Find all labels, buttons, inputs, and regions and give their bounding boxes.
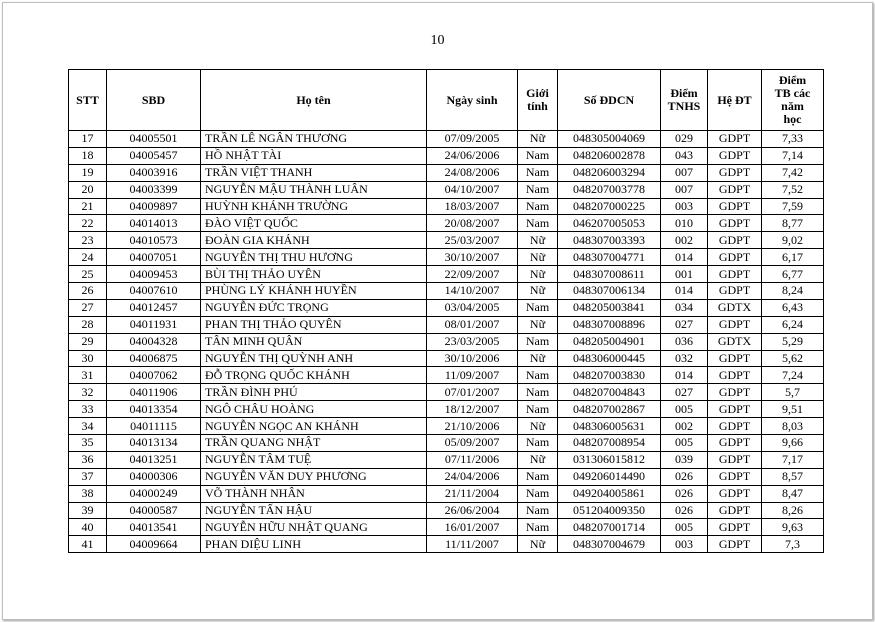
table-row (69, 147, 824, 164)
cell-ngay-sinh: 08/01/2007 (427, 316, 518, 333)
cell-so-ddcn: 048207003830 (558, 367, 661, 384)
table-row (69, 350, 824, 367)
cell-diem-tb: 7,14 (762, 147, 824, 164)
table-row (69, 502, 824, 519)
cell-sbd: 04009664 (107, 536, 201, 553)
cell-ho-ten: ĐỖ TRỌNG QUỐC KHÁNH (201, 367, 427, 384)
cell-stt: 32 (69, 384, 107, 401)
header-diem-tnhs-line1: Điểm (670, 86, 698, 100)
cell-ho-ten: VÕ THÀNH NHÂN (201, 485, 427, 502)
cell-stt: 20 (69, 181, 107, 198)
cell-ho-ten: TRẦN LÊ NGÂN THƯƠNG (201, 131, 427, 148)
cell-so-ddcn: 048306005631 (558, 418, 661, 435)
table-row (69, 418, 824, 435)
cell-he-dt: GDPT (708, 367, 762, 384)
cell-sbd: 04007062 (107, 367, 201, 384)
cell-diem-tb: 6,43 (762, 299, 824, 316)
cell-diem-tnhs: 010 (661, 215, 708, 232)
cell-so-ddcn: 048207000225 (558, 198, 661, 215)
cell-ngay-sinh: 21/10/2006 (427, 418, 518, 435)
cell-ngay-sinh: 07/11/2006 (427, 451, 518, 468)
cell-stt: 25 (69, 266, 107, 283)
table-row (69, 435, 824, 452)
cell-ho-ten: TRẦN ĐÌNH PHÚ (201, 384, 427, 401)
header-gioi-tinh-line2: tính (527, 99, 548, 113)
cell-gioi-tinh: Nữ (518, 249, 558, 266)
cell-so-ddcn: 048205003841 (558, 299, 661, 316)
cell-stt: 33 (69, 401, 107, 418)
cell-diem-tb: 5,62 (762, 350, 824, 367)
cell-diem-tnhs: 026 (661, 468, 708, 485)
cell-sbd: 04011931 (107, 316, 201, 333)
cell-diem-tb: 7,17 (762, 451, 824, 468)
header-gioi-tinh-line1: Giới (526, 86, 549, 100)
cell-diem-tnhs: 034 (661, 299, 708, 316)
cell-diem-tb: 7,52 (762, 181, 824, 198)
cell-ho-ten: NGUYỄN THỊ THU HƯƠNG (201, 249, 427, 266)
cell-stt: 41 (69, 536, 107, 553)
cell-he-dt: GDPT (708, 485, 762, 502)
cell-ho-ten: NGUYỄN NGỌC AN KHÁNH (201, 418, 427, 435)
cell-diem-tb: 8,77 (762, 215, 824, 232)
cell-so-ddcn: 048207003778 (558, 181, 661, 198)
cell-ho-ten: NGÔ CHÂU HOÀNG (201, 401, 427, 418)
cell-ho-ten: NGUYỄN MẬU THÀNH LUÂN (201, 181, 427, 198)
cell-ho-ten: ĐOÀN GIA KHÁNH (201, 232, 427, 249)
cell-sbd: 04013541 (107, 519, 201, 536)
cell-diem-tb: 7,42 (762, 164, 824, 181)
cell-stt: 19 (69, 164, 107, 181)
cell-gioi-tinh: Nam (518, 198, 558, 215)
cell-diem-tnhs: 005 (661, 519, 708, 536)
cell-sbd: 04009453 (107, 266, 201, 283)
cell-he-dt: GDPT (708, 401, 762, 418)
cell-diem-tb: 5,7 (762, 384, 824, 401)
cell-ho-ten: PHAN DIỆU LINH (201, 536, 427, 553)
cell-diem-tnhs: 039 (661, 451, 708, 468)
cell-sbd: 04000306 (107, 468, 201, 485)
cell-gioi-tinh: Nữ (518, 283, 558, 300)
cell-he-dt: GDPT (708, 502, 762, 519)
student-table (68, 69, 824, 553)
cell-gioi-tinh: Nam (518, 333, 558, 350)
cell-gioi-tinh: Nam (518, 367, 558, 384)
table-row (69, 164, 824, 181)
cell-ngay-sinh: 16/01/2007 (427, 519, 518, 536)
table-row (69, 333, 824, 350)
cell-gioi-tinh: Nam (518, 181, 558, 198)
table-row (69, 316, 824, 333)
cell-diem-tnhs: 014 (661, 283, 708, 300)
cell-diem-tnhs: 032 (661, 350, 708, 367)
table-body (69, 131, 824, 553)
cell-he-dt: GDPT (708, 164, 762, 181)
cell-ngay-sinh: 11/11/2007 (427, 536, 518, 553)
table-row (69, 384, 824, 401)
cell-so-ddcn: 051204009350 (558, 502, 661, 519)
cell-ngay-sinh: 23/03/2005 (427, 333, 518, 350)
cell-he-dt: GDPT (708, 249, 762, 266)
cell-so-ddcn: 048307008896 (558, 316, 661, 333)
cell-sbd: 04003916 (107, 164, 201, 181)
cell-gioi-tinh: Nam (518, 401, 558, 418)
table-row (69, 485, 824, 502)
cell-he-dt: GDPT (708, 215, 762, 232)
cell-sbd: 04011906 (107, 384, 201, 401)
cell-ho-ten: NGUYỄN TÂM TUỆ (201, 451, 427, 468)
table-row (69, 367, 824, 384)
cell-he-dt: GDPT (708, 316, 762, 333)
cell-so-ddcn: 048207002867 (558, 401, 661, 418)
cell-ngay-sinh: 05/09/2007 (427, 435, 518, 452)
cell-so-ddcn: 048307003393 (558, 232, 661, 249)
cell-gioi-tinh: Nam (518, 435, 558, 452)
cell-ho-ten: NGUYỄN HỮU NHẬT QUANG (201, 519, 427, 536)
cell-stt: 26 (69, 283, 107, 300)
cell-sbd: 04009897 (107, 198, 201, 215)
cell-diem-tnhs: 026 (661, 485, 708, 502)
cell-so-ddcn: 048307008611 (558, 266, 661, 283)
cell-so-ddcn: 048307004679 (558, 536, 661, 553)
cell-diem-tnhs: 027 (661, 316, 708, 333)
cell-ngay-sinh: 25/03/2007 (427, 232, 518, 249)
cell-gioi-tinh: Nam (518, 147, 558, 164)
cell-he-dt: GDPT (708, 468, 762, 485)
cell-ngay-sinh: 24/04/2006 (427, 468, 518, 485)
cell-diem-tb: 7,59 (762, 198, 824, 215)
cell-stt: 17 (69, 131, 107, 148)
cell-gioi-tinh: Nữ (518, 536, 558, 553)
header-he-dt: Hệ ĐT (708, 70, 762, 131)
cell-gioi-tinh: Nữ (518, 232, 558, 249)
cell-diem-tb: 7,3 (762, 536, 824, 553)
cell-stt: 31 (69, 367, 107, 384)
cell-diem-tb: 7,24 (762, 367, 824, 384)
cell-ngay-sinh: 24/08/2006 (427, 164, 518, 181)
cell-gioi-tinh: Nữ (518, 350, 558, 367)
cell-he-dt: GDTX (708, 333, 762, 350)
cell-so-ddcn: 048306000445 (558, 350, 661, 367)
cell-so-ddcn: 046207005053 (558, 215, 661, 232)
cell-gioi-tinh: Nam (518, 468, 558, 485)
cell-gioi-tinh: Nam (518, 519, 558, 536)
header-ho-ten: Họ tên (201, 70, 427, 131)
table-row (69, 451, 824, 468)
cell-sbd: 04014013 (107, 215, 201, 232)
cell-stt: 40 (69, 519, 107, 536)
cell-so-ddcn: 048205004901 (558, 333, 661, 350)
cell-ho-ten: HUỲNH KHÁNH TRƯỜNG (201, 198, 427, 215)
cell-sbd: 04013354 (107, 401, 201, 418)
cell-diem-tnhs: 043 (661, 147, 708, 164)
cell-stt: 24 (69, 249, 107, 266)
cell-stt: 23 (69, 232, 107, 249)
cell-gioi-tinh: Nam (518, 384, 558, 401)
cell-diem-tnhs: 005 (661, 435, 708, 452)
cell-stt: 36 (69, 451, 107, 468)
cell-diem-tnhs: 026 (661, 502, 708, 519)
cell-diem-tb: 8,24 (762, 283, 824, 300)
cell-stt: 22 (69, 215, 107, 232)
header-diem-tb-line3: năm (781, 99, 804, 113)
cell-he-dt: GDPT (708, 266, 762, 283)
cell-he-dt: GDPT (708, 283, 762, 300)
header-so-ddcn: Số ĐDCN (558, 70, 661, 131)
cell-sbd: 04000249 (107, 485, 201, 502)
cell-sbd: 04005457 (107, 147, 201, 164)
cell-stt: 37 (69, 468, 107, 485)
cell-ho-ten: NGUYỄN ĐỨC TRỌNG (201, 299, 427, 316)
cell-sbd: 04000587 (107, 502, 201, 519)
cell-diem-tb: 8,03 (762, 418, 824, 435)
cell-sbd: 04007610 (107, 283, 201, 300)
cell-sbd: 04011115 (107, 418, 201, 435)
cell-gioi-tinh: Nam (518, 485, 558, 502)
cell-diem-tb: 8,47 (762, 485, 824, 502)
cell-so-ddcn: 048207001714 (558, 519, 661, 536)
cell-sbd: 04013251 (107, 451, 201, 468)
cell-diem-tb: 9,66 (762, 435, 824, 452)
cell-sbd: 04004328 (107, 333, 201, 350)
cell-gioi-tinh: Nữ (518, 451, 558, 468)
cell-diem-tnhs: 002 (661, 418, 708, 435)
cell-diem-tnhs: 014 (661, 367, 708, 384)
header-diem-tb-line4: học (783, 112, 802, 126)
table-row (69, 131, 824, 148)
cell-ngay-sinh: 22/09/2007 (427, 266, 518, 283)
cell-diem-tnhs: 005 (661, 401, 708, 418)
cell-sbd: 04013134 (107, 435, 201, 452)
cell-he-dt: GDPT (708, 519, 762, 536)
cell-ngay-sinh: 26/06/2004 (427, 502, 518, 519)
cell-ngay-sinh: 14/10/2007 (427, 283, 518, 300)
cell-ngay-sinh: 30/10/2007 (427, 249, 518, 266)
cell-ngay-sinh: 04/10/2007 (427, 181, 518, 198)
cell-ho-ten: TÂN MINH QUÂN (201, 333, 427, 350)
cell-diem-tb: 8,57 (762, 468, 824, 485)
cell-diem-tb: 6,17 (762, 249, 824, 266)
cell-so-ddcn: 049204005861 (558, 485, 661, 502)
cell-gioi-tinh: Nam (518, 502, 558, 519)
cell-ho-ten: ĐÀO VIỆT QUỐC (201, 215, 427, 232)
table-row (69, 232, 824, 249)
cell-ngay-sinh: 30/10/2006 (427, 350, 518, 367)
cell-so-ddcn: 048207008954 (558, 435, 661, 452)
cell-ho-ten: NGUYỄN VĂN DUY PHƯƠNG (201, 468, 427, 485)
cell-so-ddcn: 049206014490 (558, 468, 661, 485)
table-row (69, 198, 824, 215)
cell-ngay-sinh: 21/11/2004 (427, 485, 518, 502)
cell-so-ddcn: 048305004069 (558, 131, 661, 148)
cell-gioi-tinh: Nữ (518, 316, 558, 333)
cell-diem-tnhs: 001 (661, 266, 708, 283)
cell-gioi-tinh: Nam (518, 215, 558, 232)
cell-he-dt: GDPT (708, 198, 762, 215)
cell-gioi-tinh: Nữ (518, 266, 558, 283)
cell-ho-ten: PHAN THỊ THẢO QUYÊN (201, 316, 427, 333)
cell-ho-ten: HỒ NHẬT TÀI (201, 147, 427, 164)
cell-diem-tb: 5,29 (762, 333, 824, 350)
cell-diem-tb: 6,77 (762, 266, 824, 283)
cell-gioi-tinh: Nam (518, 299, 558, 316)
cell-gioi-tinh: Nữ (518, 131, 558, 148)
cell-ngay-sinh: 20/08/2007 (427, 215, 518, 232)
header-diem-tnhs (661, 70, 708, 131)
cell-stt: 27 (69, 299, 107, 316)
cell-diem-tb: 8,26 (762, 502, 824, 519)
header-diem-tb (762, 70, 824, 131)
cell-he-dt: GDPT (708, 232, 762, 249)
cell-ho-ten: NGUYỄN THỊ QUỲNH ANH (201, 350, 427, 367)
cell-he-dt: GDPT (708, 131, 762, 148)
cell-stt: 18 (69, 147, 107, 164)
header-gioi-tinh (518, 70, 558, 131)
cell-so-ddcn: 048206002878 (558, 147, 661, 164)
cell-ngay-sinh: 03/04/2005 (427, 299, 518, 316)
cell-diem-tnhs: 007 (661, 181, 708, 198)
header-ngay-sinh: Ngày sinh (427, 70, 518, 131)
cell-stt: 28 (69, 316, 107, 333)
cell-ngay-sinh: 07/09/2005 (427, 131, 518, 148)
cell-ngay-sinh: 07/01/2007 (427, 384, 518, 401)
cell-so-ddcn: 048307006134 (558, 283, 661, 300)
cell-stt: 29 (69, 333, 107, 350)
cell-ngay-sinh: 18/12/2007 (427, 401, 518, 418)
table-row (69, 266, 824, 283)
table-row (69, 249, 824, 266)
table-header-row (69, 70, 824, 131)
cell-diem-tnhs: 007 (661, 164, 708, 181)
cell-he-dt: GDPT (708, 384, 762, 401)
cell-ho-ten: NGUYỄN TẤN HẬU (201, 502, 427, 519)
cell-stt: 21 (69, 198, 107, 215)
cell-so-ddcn: 048307004771 (558, 249, 661, 266)
cell-sbd: 04010573 (107, 232, 201, 249)
cell-ngay-sinh: 11/09/2007 (427, 367, 518, 384)
table-row (69, 401, 824, 418)
cell-gioi-tinh: Nam (518, 164, 558, 181)
page-number: 10 (430, 33, 445, 48)
cell-ho-ten: TRẦN QUANG NHẬT (201, 435, 427, 452)
cell-sbd: 04005501 (107, 131, 201, 148)
cell-sbd: 04006875 (107, 350, 201, 367)
cell-diem-tnhs: 003 (661, 536, 708, 553)
cell-he-dt: GDPT (708, 350, 762, 367)
cell-ngay-sinh: 24/06/2006 (427, 147, 518, 164)
cell-diem-tnhs: 036 (661, 333, 708, 350)
cell-diem-tnhs: 029 (661, 131, 708, 148)
cell-sbd: 04007051 (107, 249, 201, 266)
table-row (69, 536, 824, 553)
cell-stt: 39 (69, 502, 107, 519)
cell-diem-tb: 9,02 (762, 232, 824, 249)
cell-stt: 35 (69, 435, 107, 452)
cell-he-dt: GDTX (708, 299, 762, 316)
cell-ho-ten: PHÙNG LÝ KHÁNH HUYỀN (201, 283, 427, 300)
cell-sbd: 04003399 (107, 181, 201, 198)
header-stt: STT (69, 70, 107, 131)
cell-he-dt: GDPT (708, 181, 762, 198)
cell-ho-ten: TRẦN VIỆT THANH (201, 164, 427, 181)
cell-diem-tb: 7,33 (762, 131, 824, 148)
cell-diem-tnhs: 003 (661, 198, 708, 215)
cell-diem-tb: 9,51 (762, 401, 824, 418)
cell-diem-tb: 9,63 (762, 519, 824, 536)
cell-gioi-tinh: Nữ (518, 418, 558, 435)
cell-he-dt: GDPT (708, 147, 762, 164)
cell-he-dt: GDPT (708, 451, 762, 468)
table-row (69, 519, 824, 536)
table-row (69, 468, 824, 485)
cell-stt: 30 (69, 350, 107, 367)
cell-he-dt: GDPT (708, 435, 762, 452)
cell-diem-tb: 6,24 (762, 316, 824, 333)
table-row (69, 181, 824, 198)
cell-diem-tnhs: 002 (661, 232, 708, 249)
table-row (69, 283, 824, 300)
cell-ho-ten: BÙI THỊ THẢO UYÊN (201, 266, 427, 283)
header-diem-tb-line2: TB các (774, 86, 811, 100)
cell-ngay-sinh: 18/03/2007 (427, 198, 518, 215)
cell-he-dt: GDPT (708, 536, 762, 553)
table-row (69, 215, 824, 232)
header-diem-tb-line1: Điểm (778, 73, 807, 87)
header-diem-tnhs-line2: TNHS (667, 99, 701, 113)
cell-so-ddcn: 031306015812 (558, 451, 661, 468)
cell-so-ddcn: 048206003294 (558, 164, 661, 181)
cell-diem-tnhs: 027 (661, 384, 708, 401)
cell-so-ddcn: 048207004843 (558, 384, 661, 401)
cell-stt: 38 (69, 485, 107, 502)
cell-stt: 34 (69, 418, 107, 435)
cell-sbd: 04012457 (107, 299, 201, 316)
cell-he-dt: GDPT (708, 418, 762, 435)
cell-diem-tnhs: 014 (661, 249, 708, 266)
table-row (69, 299, 824, 316)
header-sbd: SBD (107, 70, 201, 131)
